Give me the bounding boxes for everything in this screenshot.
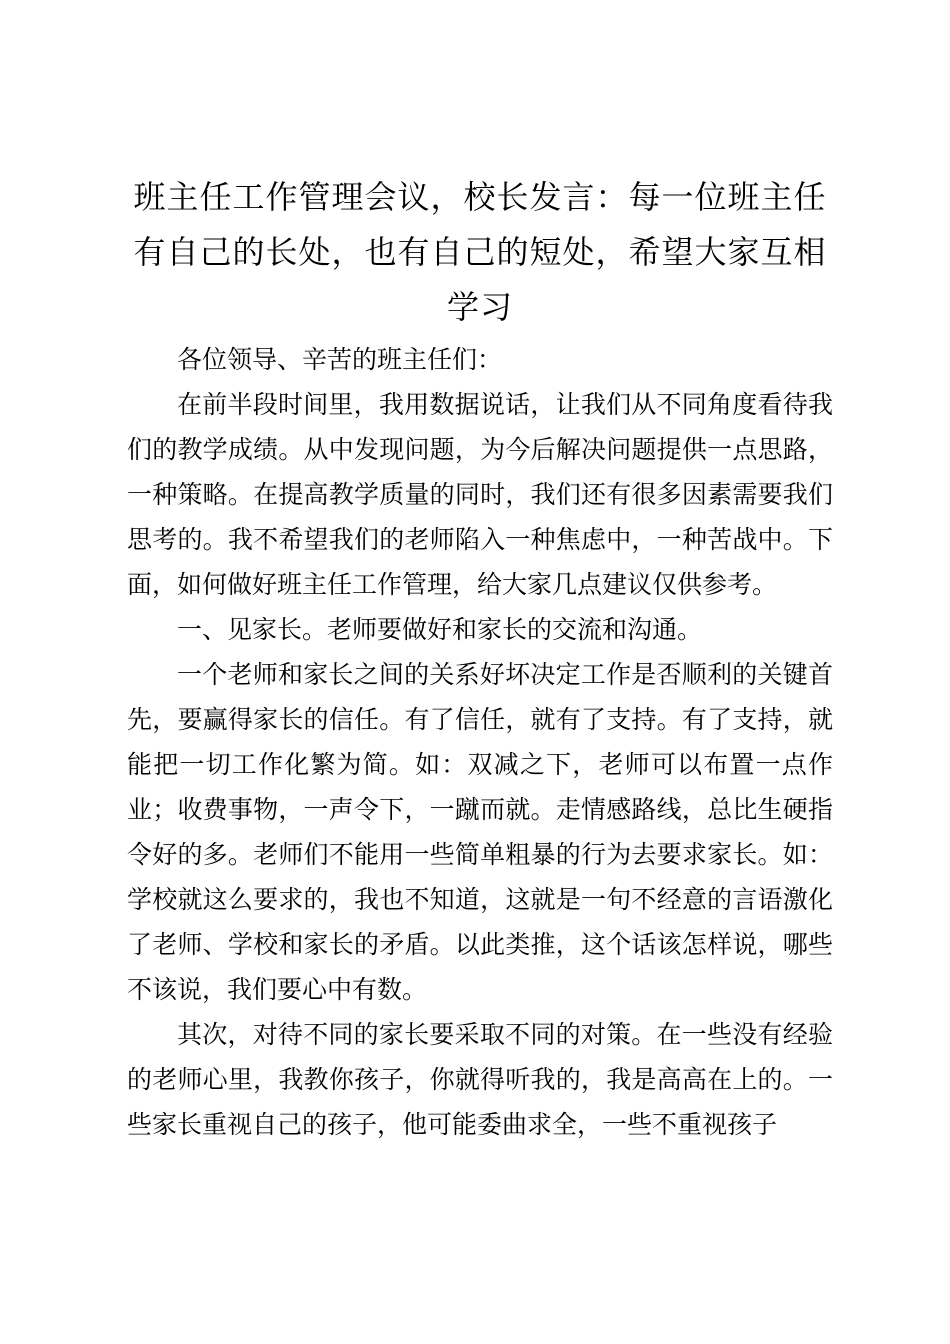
body-paragraph: 在前半段时间里，我用数据说话，让我们从不同角度看待我们的教学成绩。从中发现问题，为今后解决问题提供一点思路，一种策略。在提高教学质量的同时，我们还有很多因素需要我们思考的。我不希望我们的老师陷入一种焦虑中，一种苦战中。下面，如何做好班主任工作管理，给大家几点建议仅供参考。 bbox=[127, 390, 833, 599]
section-heading-paragraph: 一、见家长。老师要做好和家长的交流和沟通。 bbox=[177, 615, 703, 644]
salutation-paragraph: 各位领导、辛苦的班主任们： bbox=[177, 345, 503, 374]
document-title: 班主任工作管理会议，校长发言：每一位班主任有自己的长处，也有自己的短处，希望大家互相学习 bbox=[133, 178, 827, 326]
body-paragraph: 一个老师和家长之间的关系好坏决定工作是否顺利的关键首先，要赢得家长的信任。有了信任，就有了支持。有了支持，就能把一切工作化繁为简。如：双减之下，老师可以布置一点作业；收费事物，一声令下，一蹴而就。走情感路线，总比生硬指令好的多。老师们不能用一些简单粗暴的行为去要求家长。如：学校就这么要求的，我也不知道，这就是一句不经意的言语激化了老师、学校和家长的矛盾。以此类推，这个话该怎样说，哪些不该说，我们要心中有数。 bbox=[127, 660, 833, 1004]
document-page bbox=[127, 170, 833, 1147]
body-paragraph: 其次，对待不同的家长要采取不同的对策。在一些没有经验的老师心里，我教你孩子，你就得听我的，我是高高在上的。一些家长重视自己的孩子，他可能委曲求全，一些不重视孩子 bbox=[127, 1020, 833, 1139]
